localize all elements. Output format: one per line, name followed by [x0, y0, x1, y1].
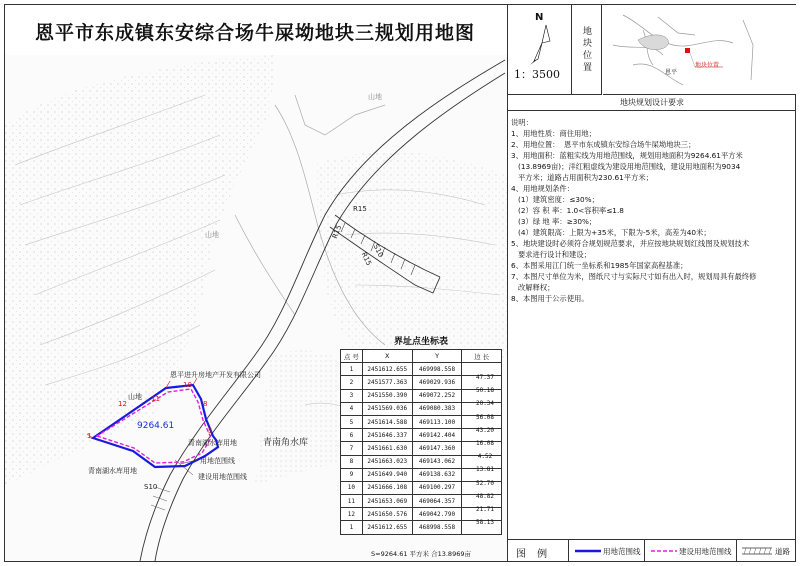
- note-line: (2）容 积 率：1.0<容积率≤1.8: [511, 206, 624, 215]
- edge-length: 58.13: [475, 519, 495, 527]
- note-line: 2、用地位置： 恩平市东成镇东安综合场牛屎坳地块三；: [511, 140, 696, 149]
- cell-y: 469100.297: [412, 481, 462, 494]
- cell-x: 2451614.588: [362, 415, 412, 428]
- cell-x: 2451646.337: [362, 429, 412, 442]
- cell-point-no: 3: [341, 389, 363, 402]
- label-point-10: 10: [183, 381, 192, 389]
- boundary-line-icon: [573, 540, 603, 562]
- cell-y: 468998.558: [412, 521, 462, 534]
- edge-length: 48.82: [475, 492, 495, 500]
- edge-length: 52.70: [475, 479, 495, 487]
- coord-table-footer: S=9264.61 平方米 合13.8969亩: [371, 550, 471, 558]
- cell-x: 2451577.363: [362, 376, 412, 389]
- legend-boundary-label: 用地范围线: [603, 547, 641, 556]
- note-line: 4、用地规划条件：: [511, 184, 575, 193]
- cell-y: 469998.558: [412, 363, 462, 376]
- note-line: 平方米；道路占用面积为230.61平方米；: [511, 173, 653, 182]
- coord-table-title: 界址点坐标表: [393, 337, 448, 347]
- legend-item-boundary: [568, 540, 644, 562]
- edge-length: 16.08: [475, 440, 495, 447]
- cell-y: 469064.357: [412, 495, 462, 508]
- label-build-callout: 建设用地范围线: [198, 473, 247, 481]
- edge-length: 50.18: [475, 387, 495, 395]
- edge-length: 13.81: [475, 466, 495, 474]
- legend: [508, 539, 796, 562]
- legend-road-label: 道路: [775, 547, 790, 556]
- note-line: 改解释权；: [511, 283, 555, 292]
- coord-table-header-row: [341, 350, 502, 363]
- location-label-box: [572, 5, 602, 95]
- label-reservoir-land-2: 青南湖水库用地: [88, 467, 137, 475]
- cell-point-no: 8: [341, 455, 363, 468]
- requirements-header: 地块规划设计要求: [508, 95, 796, 111]
- cell-x: 2451550.390: [362, 389, 412, 402]
- scale-text: 1：3500: [514, 68, 560, 81]
- cell-point-no: 12: [341, 508, 363, 521]
- cell-y: 469072.252: [412, 389, 462, 402]
- north-letter: N: [535, 12, 544, 23]
- note-line: 3、用地面积：蓝粗实线为用地范围线，规划用地面积为9264.61平方米: [511, 151, 743, 160]
- label-road-s10-b: S10: [371, 243, 385, 259]
- label-reservoir-land-1: 青南湖水库用地: [188, 439, 237, 447]
- edge-length: 43.20: [475, 426, 495, 434]
- header-length: 边 长: [462, 350, 502, 363]
- header-x: X: [362, 350, 412, 363]
- label-road-s10: S10: [144, 483, 158, 491]
- label-road-r15-c: R15: [359, 251, 373, 267]
- label-point-8: 8: [203, 400, 208, 408]
- cell-point-no: 6: [341, 429, 363, 442]
- label-area: 9264.61: [137, 421, 175, 431]
- cell-point-no: 9: [341, 468, 363, 481]
- label-road-r15-a: R15: [353, 205, 367, 213]
- legend-item-road: [736, 540, 796, 562]
- label-company: 恩平进升房地产开发有限公司: [170, 371, 261, 379]
- road-symbol-icon: [740, 540, 774, 562]
- note-line: 要求进行设计和建设；: [511, 250, 591, 259]
- edge-length: 56.08: [475, 413, 495, 421]
- location-map: [603, 5, 796, 95]
- cell-point-no: 2: [341, 376, 363, 389]
- location-label: 地块位置: [581, 25, 591, 74]
- edge-length: 4.52: [477, 453, 493, 461]
- label-point-1: 1: [87, 432, 92, 440]
- location-marker-label: 地块位置: [695, 62, 720, 69]
- cell-y: 469113.100: [412, 415, 462, 428]
- label-road-r15-b: R15: [331, 224, 344, 240]
- label-point-12: 12: [118, 400, 127, 408]
- location-place-label: 恩平: [665, 69, 678, 76]
- location-marker-icon: [685, 48, 690, 53]
- cell-x: 2451612.655: [362, 521, 412, 534]
- label-point-11: 11: [151, 395, 160, 403]
- cell-point-no: 10: [341, 481, 363, 494]
- label-mountain-top: 山地: [368, 93, 382, 101]
- edge-length: 47.37: [475, 374, 495, 381]
- cell-x: 2451649.940: [362, 468, 412, 481]
- label-mountain-parcel: 山地: [128, 393, 142, 401]
- cell-point-no: 7: [341, 442, 363, 455]
- cell-y: 469143.062: [412, 455, 462, 468]
- legend-title: 图 例: [516, 549, 552, 560]
- note-line: (1）建筑密度：≤30%；: [511, 195, 599, 204]
- cell-y: 469138.632: [412, 468, 462, 481]
- cell-y: 469080.383: [412, 402, 462, 415]
- requirements-notes: [511, 117, 793, 304]
- cell-x: 2451663.023: [362, 455, 412, 468]
- note-line: 说明：: [511, 118, 533, 127]
- header-y: Y: [412, 350, 462, 363]
- map-title: 恩平市东成镇东安综合场牛屎坳地块三规划用地图: [34, 22, 475, 44]
- cell-point-no: 1: [341, 521, 363, 534]
- cell-point-no: 1: [341, 363, 363, 376]
- cell-point-no: 5: [341, 415, 363, 428]
- cell-point-no: 11: [341, 495, 363, 508]
- label-reservoir: 青南角水库: [263, 438, 309, 448]
- header-point-no: 点 号: [341, 350, 363, 363]
- note-line: (13.8969亩)；洋红粗虚线为建设用地范围线，建设用地面积为9034: [511, 162, 741, 171]
- location-map-canvas: [603, 5, 796, 95]
- cell-x: 2451666.108: [362, 481, 412, 494]
- cell-x: 2451650.576: [362, 508, 412, 521]
- note-line: 5、地块建设时必须符合规划规范要求，并应按地块规划红线图及规划技术: [511, 239, 750, 248]
- label-point-5: 5: [208, 427, 213, 435]
- build-line-icon: [649, 540, 679, 562]
- cell-point-no: 4: [341, 402, 363, 415]
- legend-item-build: [644, 540, 736, 562]
- cell-y: 469029.936: [412, 376, 462, 389]
- edge-length: 20.34: [475, 400, 495, 408]
- legend-build-label: 建设用地范围线: [679, 547, 732, 556]
- edge-length: 21.71: [475, 506, 495, 513]
- note-line: 7、本图尺寸单位为米，图纸尺寸与实际尺寸如有出入时，规划局具有最终修: [511, 272, 757, 281]
- note-line: (3）绿 地 率：≥30%；: [511, 217, 597, 226]
- note-line: (4）建筑限高：上限为+35米，下限为-5米，高差为40米；: [511, 228, 711, 237]
- cell-x: 2451653.069: [362, 495, 412, 508]
- cell-x: 2451661.630: [362, 442, 412, 455]
- note-line: 1、用地性质：商住用地；: [511, 129, 596, 138]
- note-line: 6、本图采用江门统一坐标系和1985年国家高程基准；: [511, 261, 688, 270]
- label-mountain-left: 山地: [205, 231, 219, 239]
- cell-y: 469142.404: [412, 429, 462, 442]
- cell-x: 2451569.036: [362, 402, 412, 415]
- note-line: 8、本图用于公示使用。: [511, 294, 589, 303]
- cell-y: 469147.360: [412, 442, 462, 455]
- cell-y: 469042.790: [412, 508, 462, 521]
- label-boundary-callout: 用地范围线: [200, 457, 235, 465]
- cell-x: 2451612.655: [362, 363, 412, 376]
